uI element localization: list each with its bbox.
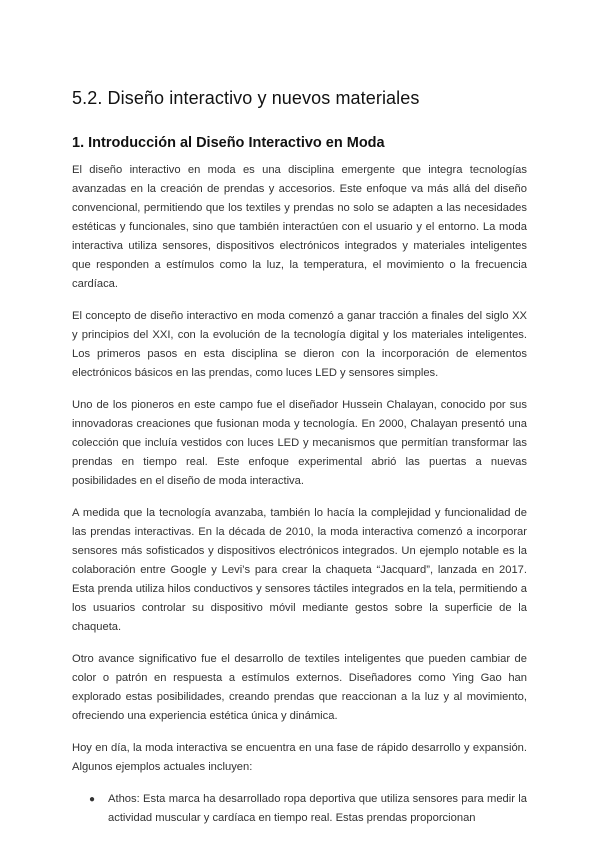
- page-content: [72, 88, 527, 828]
- subsection-title: 1. Introducción al Diseño Interactivo en Moda: [72, 135, 385, 151]
- paragraph-intro: El diseño interactivo en moda es una disciplina emergente que integra tecnologías avanzadas en la creación de prendas y accesorios. Este enfoque va más allá del diseño convencional, permitiendo que los textiles y prendas no solo se adapten a las necesidades estéticas y funcionales, sino que también interactúen con el usuario y el entorno. La moda interactiva utiliza sensores, dispositivos electrónicos integrados y materiales inteligentes que responden a estímulos como la luz, la temperatura, el movimiento o la frecuencia cardíaca.: [72, 164, 527, 290]
- paragraph-smart-textiles: Otro avance significativo fue el desarrollo de textiles inteligentes que pueden cambiar de color o patrón en respuesta a estímulos externos. Diseñadores como Ying Gao han explorado estas posibilidades, creando prendas que reaccionan a la luz y al movimiento, ofreciendo una experiencia estética única y dinámica.: [72, 653, 527, 722]
- paragraph-history: El concepto de diseño interactivo en moda comenzó a ganar tracción a finales del siglo XX y principios del XXI, con la evolución de la tecnología digital y los materiales inteligentes. Los primeros pasos en esta disciplina se dieron con la incorporación de elementos electrónicos básicos en las prendas, como luces LED y sensores simples.: [72, 310, 527, 379]
- paragraph-evolution: A medida que la tecnología avanzaba, también lo hacía la complejidad y funcionalidad de las prendas interactivas. En la década de 2010, la moda interactiva comenzó a incorporar sensores más sofisticados y dispositivos electrónicos integrados. Un ejemplo notable es la colaboración entre Google y Levi’s para crear la chaqueta “Jacquard”, lanzada en 2017. Esta prenda utiliza hilos conductivos y sensores táctiles integrados en la tela, permitiendo a los usuarios controlar su dispositivo móvil mediante gestos sobre la superficie de la chaqueta.: [72, 507, 527, 633]
- bullet-icon: ●: [89, 794, 96, 805]
- list-item-text: Athos: Esta marca ha desarrollado ropa deportiva que utiliza sensores para medir la actividad muscular y cardíaca en tiempo real. Estas prendas proporcionan: [108, 793, 527, 824]
- examples-list: [72, 790, 527, 828]
- list-item: [72, 790, 527, 828]
- section-title: 5.2. Diseño interactivo y nuevos materiales: [72, 88, 420, 108]
- paragraph-chalayan: Uno de los pioneros en este campo fue el diseñador Hussein Chalayan, conocido por sus innovadoras creaciones que fusionan moda y tecnología. En 2000, Chalayan presentó una colección que incluía vestidos con luces LED y mecanismos que permitían transformar las prendas en tiempo real. Este enfoque experimental abrió las puertas a nuevas posibilidades en el diseño de moda interactiva.: [72, 399, 527, 487]
- paragraph-current-examples: Hoy en día, la moda interactiva se encuentra en una fase de rápido desarrollo y expansión. Algunos ejemplos actuales incluyen:: [72, 742, 527, 773]
